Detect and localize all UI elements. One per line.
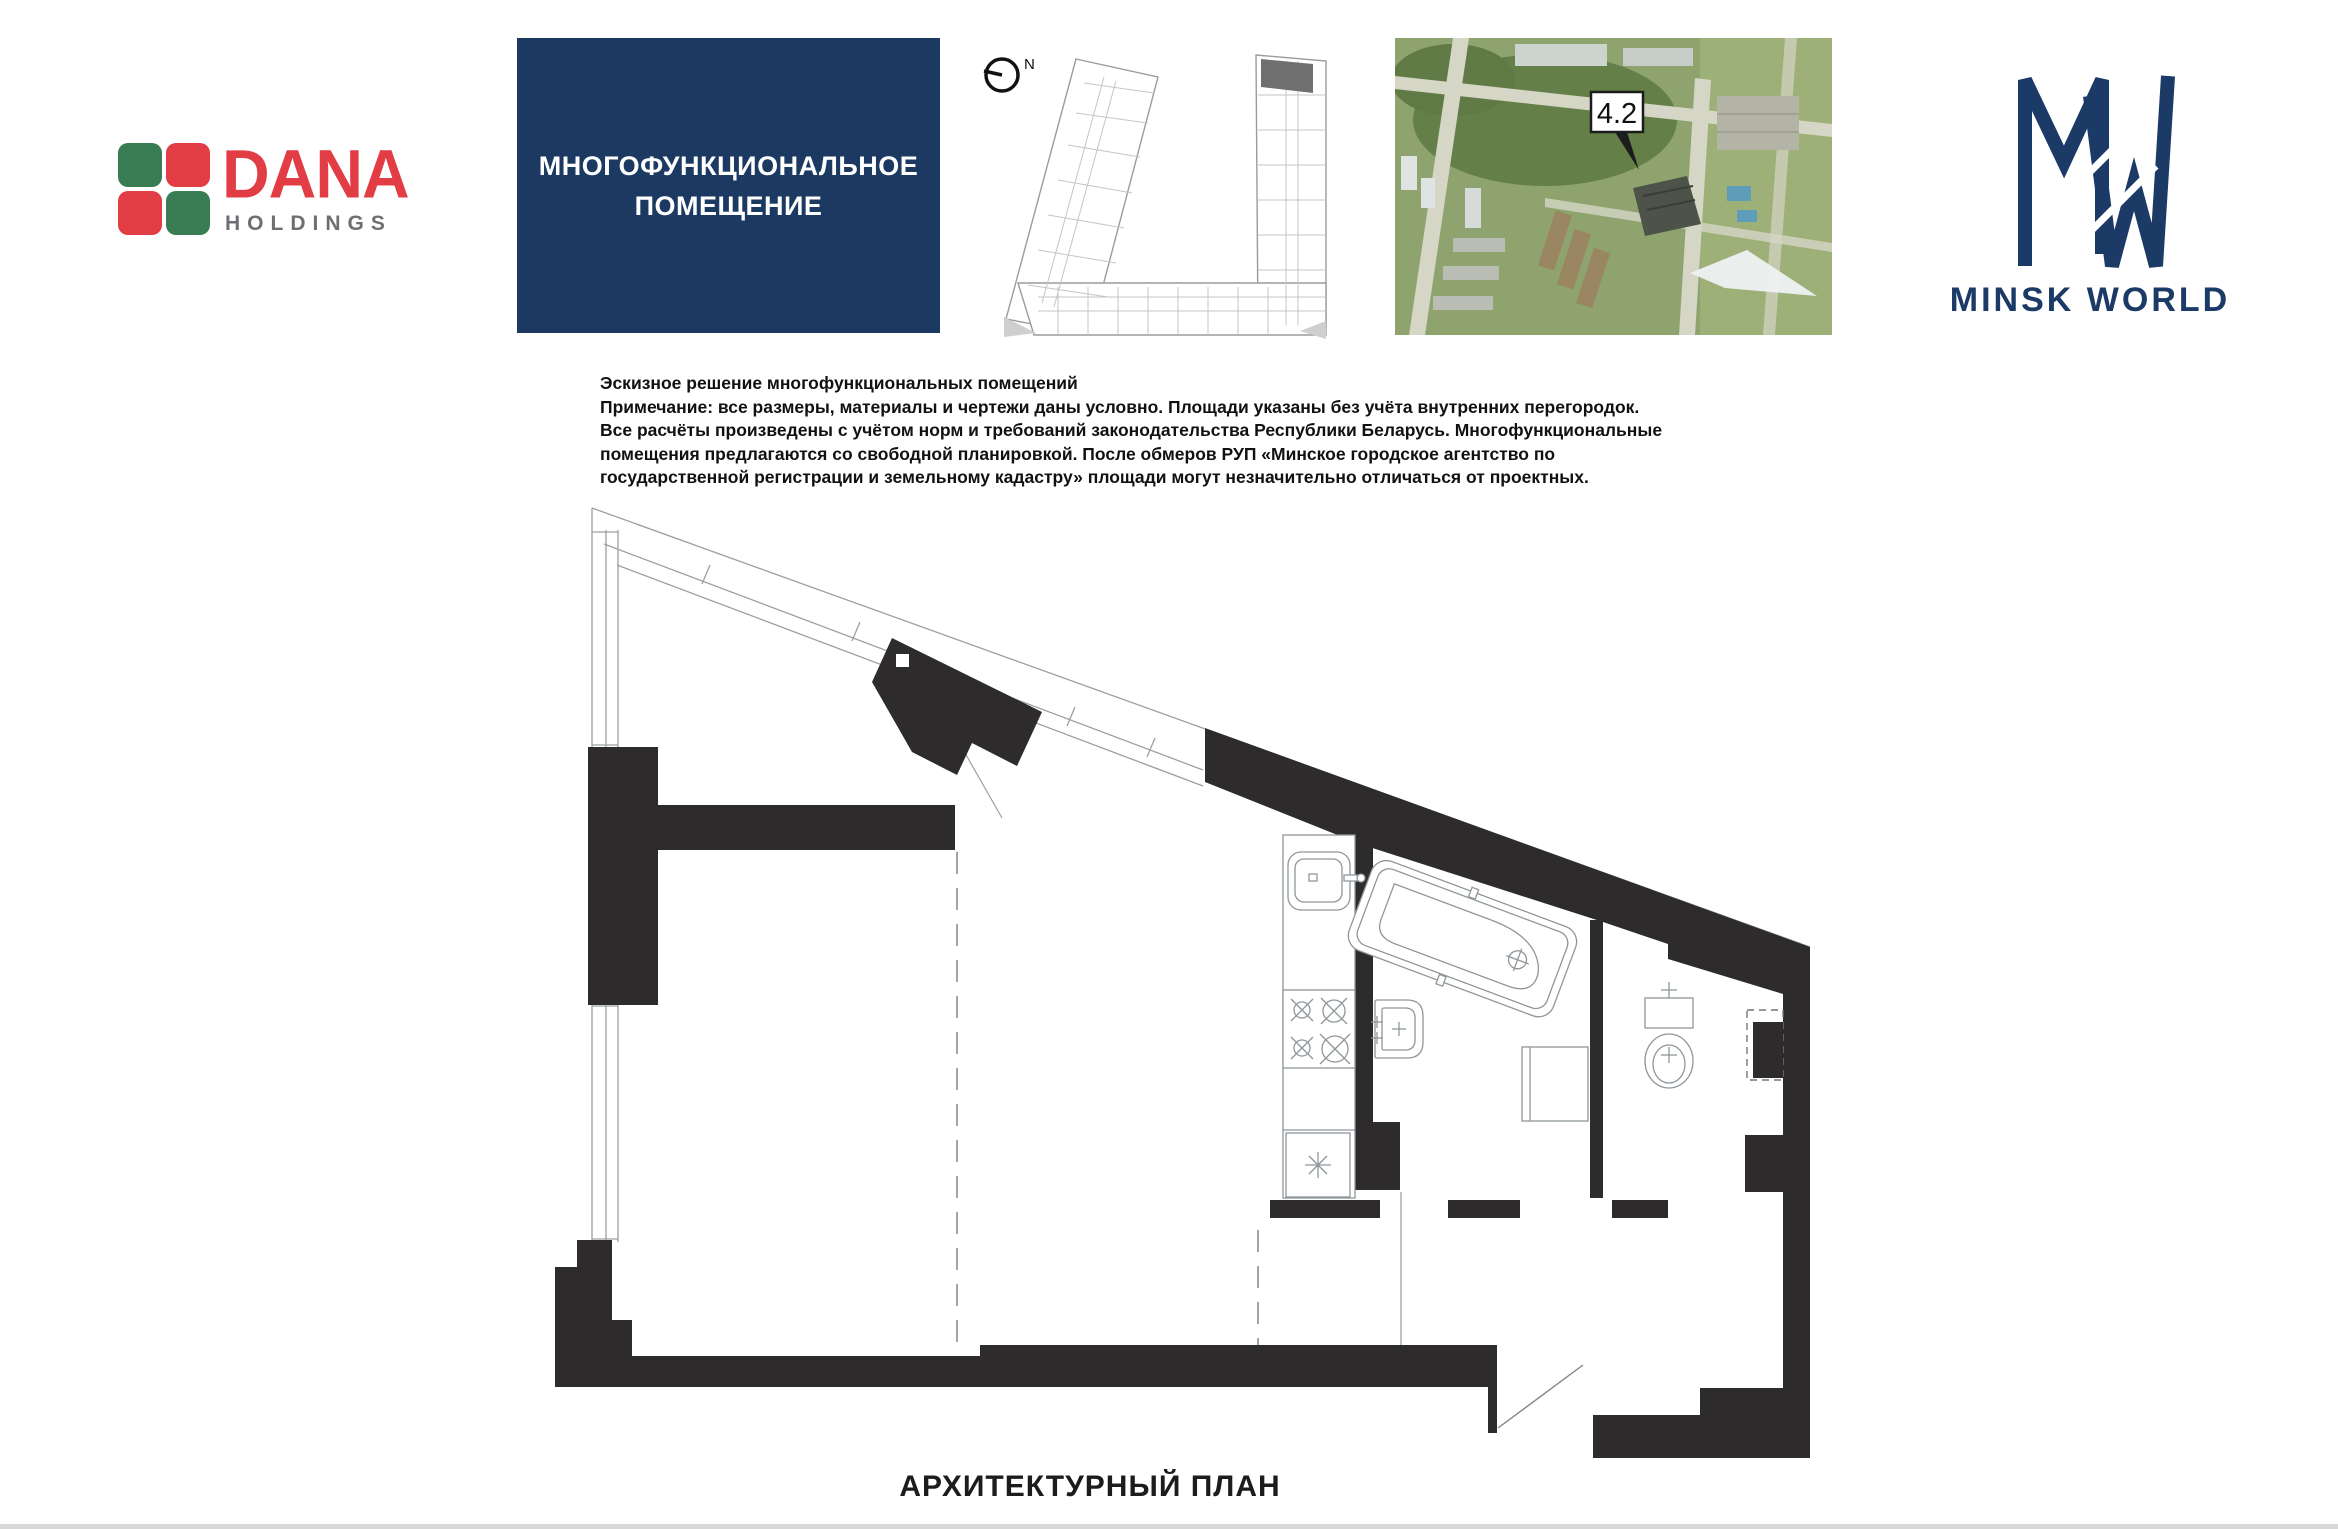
- wall-left-block: [588, 747, 658, 1005]
- disclaimer-line: Все расчёты произведены с учётом норм и требований законодательства Республики Беларусь. Многофункциональные: [600, 420, 1663, 441]
- washbasin-icon: [1371, 1000, 1423, 1058]
- toilet-fixtures: [1645, 982, 1693, 1088]
- key-plan-highlighted-unit: [1261, 59, 1313, 93]
- project-type-box: [517, 38, 940, 333]
- shaft-block: [1753, 1022, 1783, 1078]
- key-plan-building-outline: [1006, 55, 1326, 335]
- minsk-world-monogram: [2016, 66, 2176, 276]
- wall-right: [1783, 968, 1810, 1458]
- wall-bath-toilet: [1590, 920, 1603, 1198]
- wall-corner-block: [1700, 1388, 1805, 1458]
- disclaimer-line: помещения предлагаются со свободной планировкой. После обмеров РУП «Минское городское агентство по: [600, 443, 1556, 464]
- toilet-wc-icon: [1645, 982, 1693, 1088]
- aerial-pool: [1727, 186, 1751, 201]
- project-type-line2: ПОМЕЩЕНИЕ: [634, 190, 823, 221]
- wall-bottom-band: [555, 1240, 1497, 1433]
- disclaimer-line: Примечание: все размеры, материалы и чертежи даны условно. Площади указаны без учёта внутренних перегородок.: [600, 396, 1640, 417]
- wall-stub: [1270, 1200, 1380, 1218]
- entrance-door-swing: [1498, 1365, 1583, 1428]
- plan-walls: [555, 638, 1810, 1458]
- disclaimer-line: государственной регистрации и земельному кадастру» площади могут незначительно отличаться от проектных.: [600, 467, 1589, 488]
- minsk-world-wordmark: MINSK WORLD: [1949, 281, 2231, 319]
- wall-stub: [1448, 1200, 1520, 1218]
- aerial-parking: [1717, 96, 1799, 150]
- dana-square-red-icon: [166, 143, 210, 187]
- dana-square-red-icon: [118, 191, 162, 235]
- key-plan: [958, 35, 1333, 340]
- dana-logo-squares-icon: [118, 143, 213, 240]
- plan-caption: АРХИТЕКТУРНЫЙ ПЛАН: [899, 1470, 1281, 1503]
- plan-envelope-lines: [592, 508, 1810, 1356]
- aerial-pool: [1737, 210, 1757, 222]
- north-arrow-icon: [984, 56, 1035, 91]
- disclaimer-line: Эскизное решение многофункциональных помещений: [600, 373, 1078, 393]
- footer-divider: [0, 1524, 2338, 1529]
- dana-logo-subtitle: HOLDINGS: [225, 212, 392, 235]
- dana-square-green-icon: [166, 191, 210, 235]
- kitchen-fixtures: [1283, 835, 1365, 1198]
- wall-chunk-notch: [896, 654, 909, 667]
- north-label: N: [1024, 56, 1035, 73]
- floor-plan-drawing: [555, 470, 1845, 1470]
- free-plan-dashed-lines: [957, 852, 1258, 1354]
- aerial-photo: [1395, 38, 1832, 335]
- wall-right-bulge: [1745, 1135, 1785, 1192]
- dana-logo-title: DANA: [222, 135, 409, 212]
- dana-holdings-logo: [85, 135, 485, 245]
- project-type-line1: МНОГОФУНКЦИОНАЛЬНОЕ: [538, 150, 919, 181]
- wall-stub: [1612, 1200, 1668, 1218]
- dana-square-green-icon: [118, 143, 162, 187]
- washing-machine-icon: [1522, 1047, 1588, 1121]
- wall-horizontal-interior: [658, 805, 955, 850]
- aerial-building-label: 4.2: [1596, 98, 1638, 130]
